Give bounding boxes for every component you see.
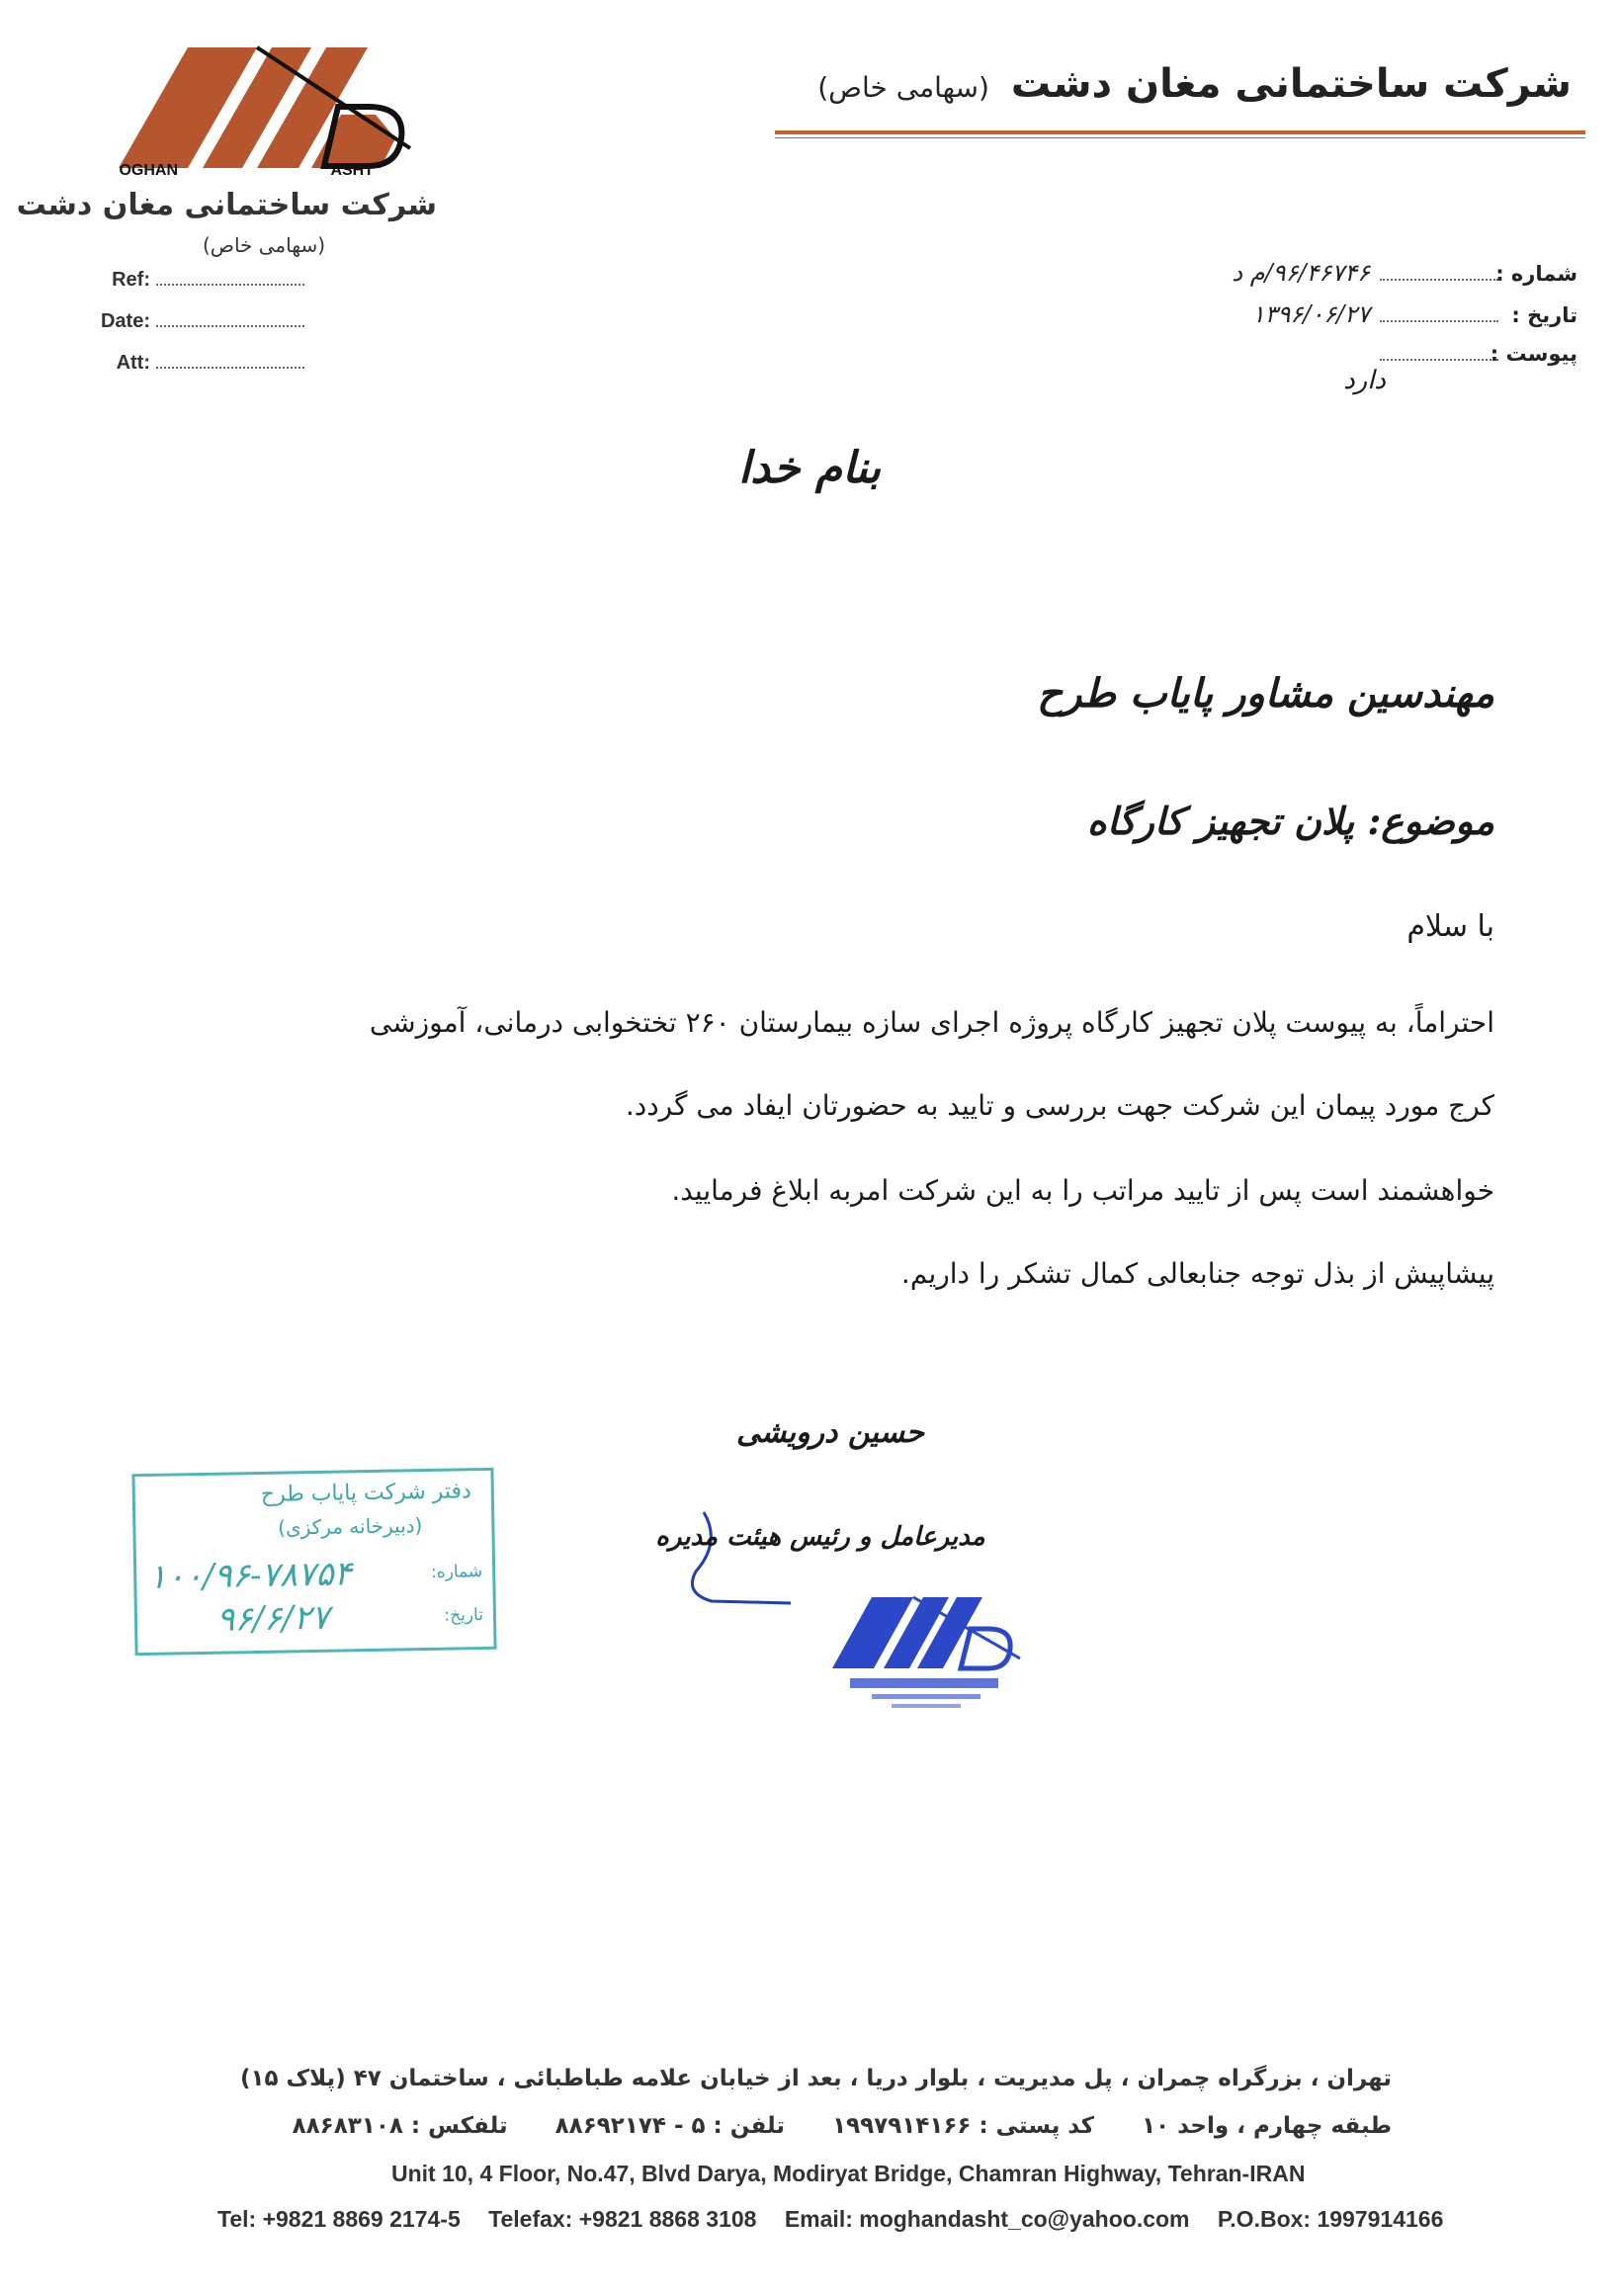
stamp-date-label: تاریخ: — [444, 1605, 484, 1626]
footer-email: Email: moghandasht_co@yahoo.com — [784, 2206, 1190, 2232]
letterhead-company-name: شرکت ساختمانی مغان دشت — [1010, 61, 1572, 107]
date-row — [1232, 300, 1577, 342]
footer-postal: کد پستی : ۱۹۹۷۹۱۴۱۶۶ — [832, 2113, 1095, 2139]
attachment-value: دارد — [1343, 366, 1386, 395]
stamp-number-value: ۱۰۰/۹۶-۷۸۷۵۴ — [147, 1554, 353, 1597]
company-seal — [822, 1579, 1040, 1728]
logo-word-right: ASHT — [330, 162, 374, 178]
ref-line — [156, 284, 304, 286]
stamp-title: دفتر شرکت پایاب طرح — [260, 1479, 471, 1507]
handwritten-signature — [682, 1502, 801, 1621]
footer-telefax: Telefax: +9821 8868 3108 — [488, 2206, 757, 2232]
stamp-date-value: ۹۶/۶/۲۷ — [215, 1597, 330, 1640]
att-label: Att: — [116, 352, 150, 374]
ref-label: Ref: — [112, 269, 150, 291]
attachment-line — [1380, 359, 1498, 361]
paragraph: کرج مورد پیمان این شرکت جهت بررسی و تایید به حضورتان ایفاد می گردد. — [625, 1089, 1494, 1122]
date-label: Date: — [100, 310, 150, 332]
date-value: ۱۳۹۶/۰۶/۲۷ — [1251, 300, 1370, 328]
footer-pobox: P.O.Box: 1997914166 — [1217, 2206, 1444, 2232]
received-stamp — [131, 1468, 496, 1656]
signer-title: مدیرعامل و رئیس هیئت مدیره — [655, 1522, 985, 1552]
footer-address-en: Unit 10, 4 Floor, No.47, Blvd Darya, Modiryat Bridge, Chamran Highway, Tehran-IRAN — [391, 2161, 1306, 2186]
number-line — [1380, 279, 1498, 281]
footer-contact-en — [217, 2206, 1443, 2233]
footer-contact-fa — [293, 2113, 1392, 2139]
header-rule — [775, 130, 1585, 134]
letter-meta — [1232, 259, 1577, 383]
salutation: با سلام — [1406, 909, 1494, 944]
footer-address-fa: تهران ، بزرگراه چمران ، پل مدیریت ، بلوار دریا ، بعد از خیابان علامه طباطبائی ، ساختمان ۴۷ (پلاک ۱۵) — [239, 2066, 1392, 2091]
signer-name: حسین درویشی — [735, 1415, 925, 1450]
footer-fax: تلفکس : ۸۸۶۸۳۱۰۸ — [292, 2113, 508, 2139]
date-label-fa: تاریخ : — [1511, 303, 1577, 327]
paragraph: احتراماً، به پیوست پلان تجهیز کارگاه پروژه اجرای سازه بیمارستان ۲۶۰ تختخوابی درمانی، آموزشی — [369, 1006, 1494, 1039]
letterhead-company-type: (سهامی خاص) — [817, 71, 989, 104]
date-line — [156, 325, 304, 327]
att-line — [156, 367, 304, 369]
paragraph: پیشاپیش از بذل توجه جنابعالی کمال تشکر را داریم. — [900, 1257, 1494, 1290]
footer-floor: طبقه چهارم ، واحد ۱۰ — [1142, 2113, 1392, 2139]
number-value: ۹۶/۴۶۷۴۶/م د — [1232, 259, 1370, 287]
letterhead-title — [817, 61, 1572, 107]
logo-word-left: OGHAN — [119, 162, 178, 178]
paragraph: خواهشمند است پس از تایید مراتب را به این شرکت امربه ابلاغ فرمایید. — [671, 1174, 1494, 1207]
ref-field — [91, 269, 304, 310]
date-field — [91, 310, 304, 352]
company-logo — [109, 40, 425, 178]
stamp-subtitle: (دبیرخانه مرکزی) — [277, 1513, 423, 1540]
ref-fields — [91, 269, 304, 393]
logo-company-type: (سهامی خاص) — [202, 233, 326, 257]
stamp-number-label: شماره: — [430, 1562, 483, 1582]
date-line-fa — [1380, 320, 1498, 322]
basmala: بنام خدا — [737, 443, 881, 493]
number-row — [1232, 259, 1577, 300]
number-label: شماره : — [1495, 262, 1577, 286]
header-rule-thin — [775, 137, 1585, 138]
subject: موضوع: پلان تجهیز کارگاه — [1086, 799, 1494, 843]
footer-phone: تلفن : ۵ - ۸۸۶۹۲۱۷۴ — [554, 2113, 786, 2139]
attachment-label: پیوست : — [1490, 342, 1577, 366]
logo-company-name: شرکت ساختمانی مغان دشت — [16, 188, 437, 222]
att-field — [91, 352, 304, 393]
recipient: مهندسین مشاور پایاب طرح — [1037, 670, 1494, 717]
attachment-row — [1232, 342, 1577, 383]
footer-tel: Tel: +9821 8869 2174-5 — [217, 2206, 461, 2232]
